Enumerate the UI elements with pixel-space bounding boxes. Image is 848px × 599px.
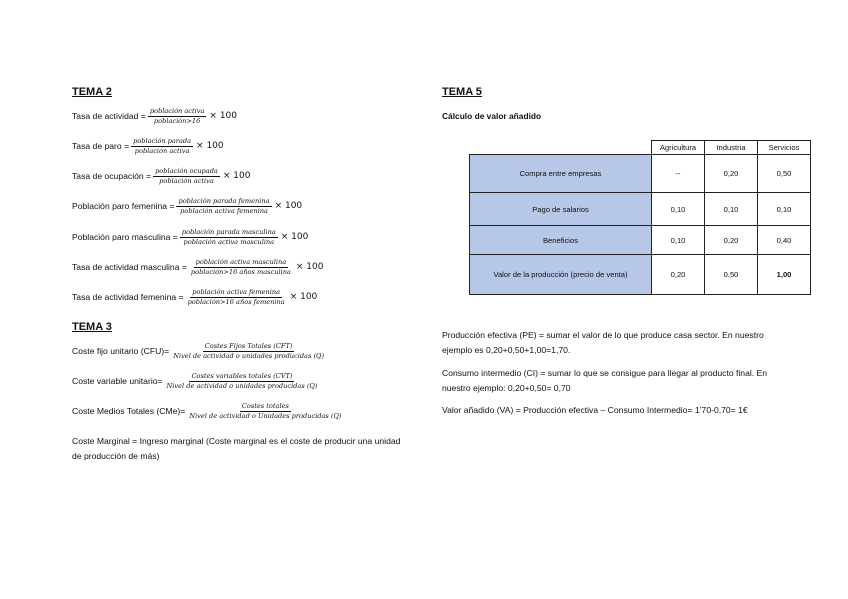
fraction-denominator: Nivel de actividad o Unidades producidas (Q) <box>189 411 342 420</box>
fraction-numerator: población activa femenina <box>192 288 280 296</box>
formula-row <box>72 168 253 184</box>
table-cell: 0,40 <box>758 226 811 255</box>
formula-label: Tasa de actividad = <box>72 111 146 122</box>
times-100: × 100 <box>295 262 324 273</box>
fraction-denominator: población>16 años femenina <box>187 297 285 306</box>
row-label: Beneficios <box>470 226 652 255</box>
fraction-numerator: población ocupada <box>155 167 218 175</box>
table-header-agricultura: Agricultura <box>652 141 705 155</box>
fraction-numerator: Costes Fijos Totales (CFT) <box>204 342 293 350</box>
valor-anadido-text: Valor añadido (VA) = Producción efectiva – Consumo Intermedio= 1’70-0,70= 1€ <box>442 405 748 415</box>
fraction-denominator: población activa masculina <box>183 237 275 246</box>
row-label: Compra entre empresas <box>470 155 652 193</box>
table-cell: 0,50 <box>705 255 758 295</box>
fraction-numerator: población parada <box>133 137 192 145</box>
formula-label: Tasa de actividad masculina = <box>72 262 187 273</box>
fraction-numerator: población activa <box>149 107 205 115</box>
row-label: Pago de salarios <box>470 193 652 226</box>
table-cell: 0,10 <box>705 193 758 226</box>
times-100: × 100 <box>222 171 251 182</box>
fraction <box>186 289 287 305</box>
valor-anadido-table <box>469 140 811 295</box>
formula-label: Población paro masculina = <box>72 232 178 243</box>
table-cell: 0,20 <box>705 155 758 193</box>
table-row <box>470 155 811 193</box>
times-100: × 100 <box>280 232 309 243</box>
formula-label: Población paro femenina = <box>72 201 175 212</box>
row-label: Valor de la producción (precio de venta) <box>470 255 652 295</box>
fraction-numerator: población parada femenina <box>178 197 270 205</box>
formula-label: Tasa de ocupación = <box>72 171 152 182</box>
table-cell: 0,50 <box>758 155 811 193</box>
formula-row <box>72 229 311 245</box>
fraction <box>189 259 293 275</box>
formula-row <box>72 343 328 359</box>
fraction <box>148 108 207 124</box>
fraction <box>131 138 193 154</box>
fraction-numerator: población activa masculina <box>195 258 287 266</box>
fraction-numerator: Costes totales <box>241 402 289 410</box>
fraction <box>171 343 326 359</box>
table-cell: 0,20 <box>705 226 758 255</box>
table-header-row <box>470 141 811 155</box>
formula-row <box>72 373 321 389</box>
formula-row <box>72 403 345 419</box>
fraction-denominator: población>16 <box>153 116 201 125</box>
tema5-heading: TEMA 5 <box>442 86 482 98</box>
fraction <box>187 403 343 419</box>
table-cell: 0,10 <box>758 193 811 226</box>
formula-label: Tasa de actividad femenina = <box>72 292 184 303</box>
times-100: × 100 <box>209 111 238 122</box>
table-cell: 1,00 <box>758 255 811 295</box>
consumo-intermedio-text: Consumo intermedio (CI) = sumar lo que se consigue para llegar al producto final. En nuestro ejemplo: 0,20+0,50= 0,70 <box>442 368 768 393</box>
table-corner <box>470 141 652 155</box>
tema2-heading: TEMA 2 <box>72 86 112 98</box>
tema3-heading: TEMA 3 <box>72 321 112 333</box>
times-100: × 100 <box>196 141 224 152</box>
table-row <box>470 193 811 226</box>
produccion-efectiva-text: Producción efectiva (PE) = sumar el valor de lo que produce casa sector. En nuestro ejemplo es 0,20+0,50+1,00=1,70. <box>442 330 764 355</box>
times-100: × 100 <box>274 201 303 212</box>
formula-row <box>72 138 227 154</box>
table-row <box>470 226 811 255</box>
table-cell: 0,20 <box>652 255 705 295</box>
formula-label: Tasa de paro = <box>72 141 130 152</box>
formula-row <box>72 289 320 305</box>
formula-label: Coste fijo unitario (CFU)= <box>72 346 170 357</box>
valor-anadido-subheading: Cálculo de valor añadido <box>442 111 542 121</box>
table-header-servicios: Servicios <box>758 141 811 155</box>
fraction-denominator: población>16 años masculina <box>190 267 291 276</box>
fraction-denominator: Nivel de actividad o unidades producidas (Q) <box>173 351 325 360</box>
table-row <box>470 255 811 295</box>
formula-row <box>72 259 327 275</box>
fraction <box>176 198 271 214</box>
fraction <box>153 168 220 184</box>
fraction-denominator: población activa femenina <box>180 206 268 215</box>
formula-row <box>72 108 240 124</box>
fraction-numerator: Costes variables totales (CVT) <box>191 372 293 380</box>
table-header-industria: Industria <box>705 141 758 155</box>
times-100: × 100 <box>289 292 318 303</box>
fraction-denominator: población activa <box>159 176 214 185</box>
table-cell: 0,10 <box>652 226 705 255</box>
coste-marginal-text: Coste Marginal = Ingreso marginal (Coste marginal es el coste de producir una unidad de producción de más) <box>72 436 401 461</box>
table-cell: 0,10 <box>652 193 705 226</box>
fraction <box>180 229 278 245</box>
fraction-denominator: población activa <box>134 146 190 155</box>
fraction-denominator: Nivel de actividad o unidades producidas (Q) <box>166 381 318 390</box>
formula-row <box>72 198 305 214</box>
table-cell: -- <box>652 155 705 193</box>
fraction-numerator: población parada masculina <box>181 228 276 236</box>
formula-label: Coste Medios Totales (CMe)= <box>72 406 186 417</box>
fraction <box>165 373 320 389</box>
formula-label: Coste variable unitario= <box>72 376 163 387</box>
